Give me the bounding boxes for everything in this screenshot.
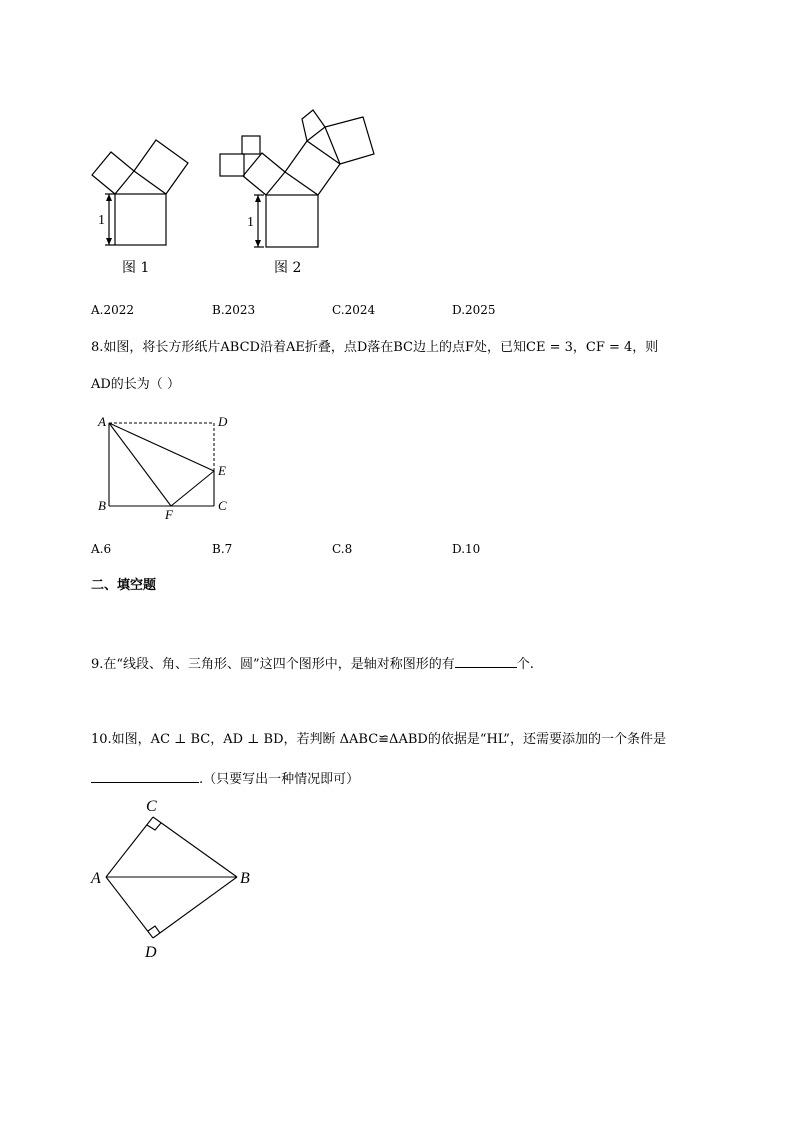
q9-text-after: 个. [516,657,534,672]
q8-option-d: D.10 [452,542,481,556]
fig1-caption: 图 1 [122,260,150,276]
q8-label-d: D [218,414,228,429]
fig2-side-label: 1 [247,215,254,230]
q10-label-b: B [240,870,250,887]
q9-question [91,653,534,674]
q10-question-line1: 10.如图，AC ⊥ BC，AD ⊥ BD，若判断 ΔABC≌ΔABD的依据是“HL”，还需要添加的一个条件是 [91,732,666,747]
q10-text-after: .（只要写出一种情况即可） [199,772,360,787]
q8-rectangle-fold-figure [92,410,242,522]
q10-label-d: D [145,944,157,961]
q8-question-line1: 8.如图，将长方形纸片ABCD沿着AE折叠，点D落在BC边上的点F处，已知CE = 3，CF = 4，则 [91,340,659,355]
pythagoras-tree-figure-2 [215,105,380,250]
q8-option-a: A.6 [91,542,112,556]
q10-answer-blank[interactable] [91,768,199,783]
q7-option-a: A.2022 [91,303,135,317]
q9-answer-blank[interactable] [455,653,517,668]
q10-question-line2 [91,768,359,789]
q9-text-before: 9.在“线段、角、三角形、圆”这四个图形中，是轴对称图形的有 [91,657,455,672]
fig1-side-label: 1 [98,213,105,228]
q7-option-c: C.2024 [332,303,376,317]
q10-triangles-figure [85,792,265,967]
q8-label-f: F [165,507,173,522]
q8-label-b: B [98,498,106,513]
q8-label-a: A [98,414,106,429]
fig2-caption: 图 2 [274,260,302,276]
pythagoras-tree-figure-1 [85,125,205,250]
q8-question-line2: AD的长为（ ） [91,377,180,392]
q8-option-c: C.8 [332,542,353,556]
q10-label-c: C [146,798,157,815]
q7-option-b: B.2023 [212,303,256,317]
q10-label-a: A [91,870,101,887]
q8-label-c: C [218,498,227,513]
q7-option-d: D.2025 [452,303,496,317]
q8-label-e: E [218,463,226,478]
section-title-fill-in: 二、填空题 [91,578,157,593]
q8-option-b: B.7 [212,542,233,556]
